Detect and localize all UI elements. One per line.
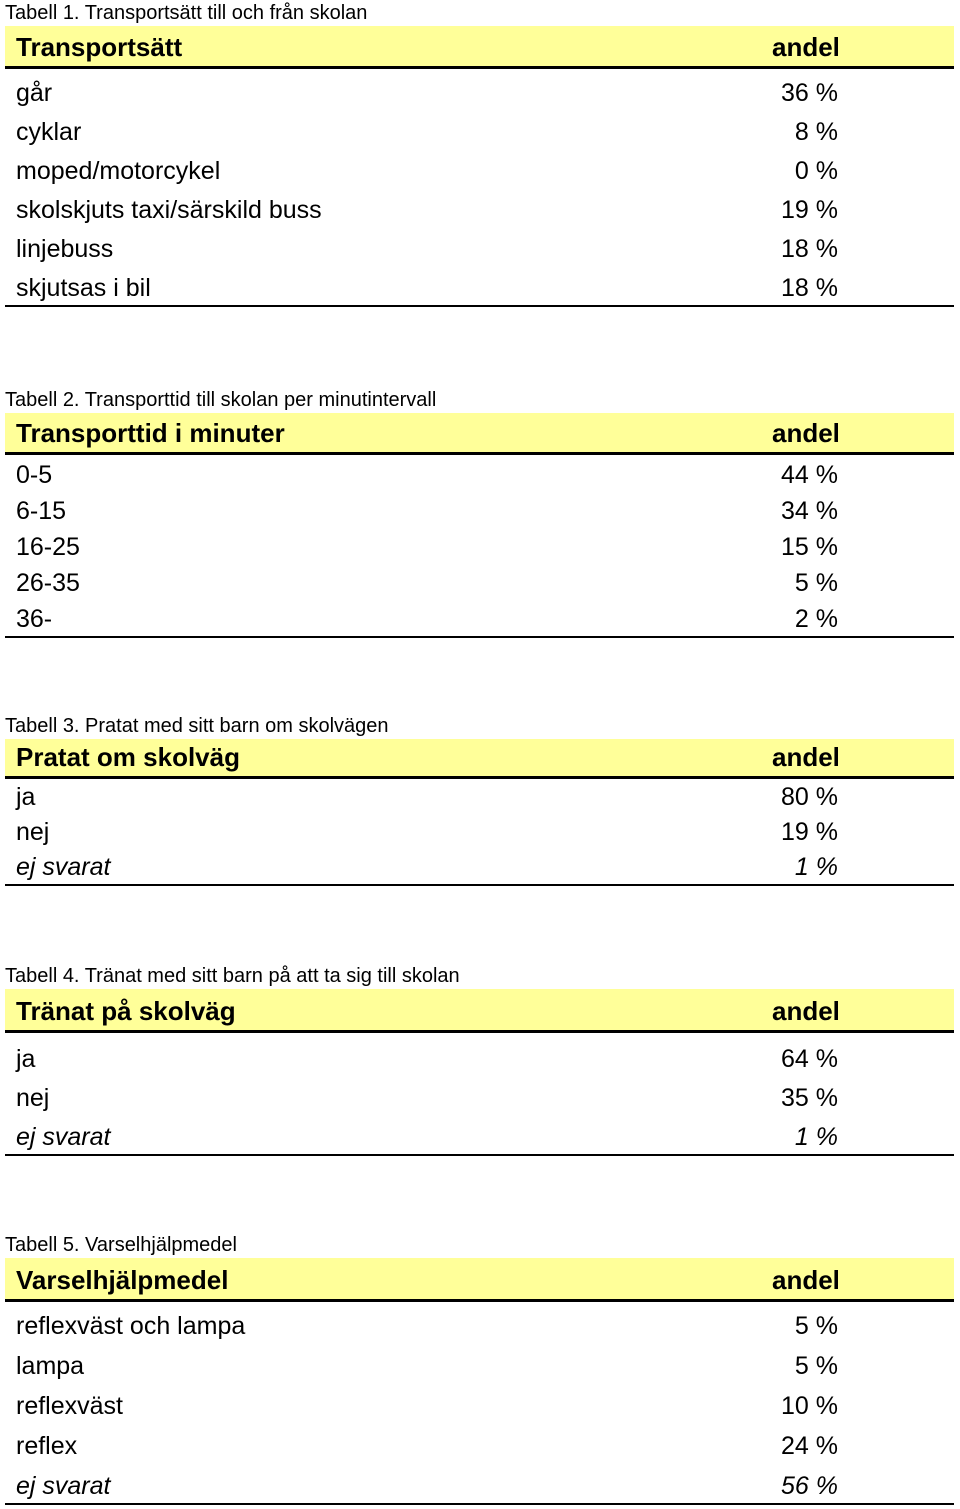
table-row — [5, 492, 954, 528]
row-label: ja — [16, 1045, 36, 1073]
header-label: Pratat om skolväg — [16, 742, 240, 772]
table-caption: Tabell 5. Varselhjälpmedel — [5, 1234, 237, 1256]
table-row — [5, 1033, 954, 1076]
row-value: 34 % — [781, 497, 838, 525]
row-label: linjebuss — [16, 235, 114, 263]
row-value: 1 % — [794, 853, 838, 881]
table-row — [5, 528, 954, 564]
row-value: 19 % — [781, 196, 838, 224]
table-body — [5, 1033, 954, 1156]
table-row — [5, 1076, 954, 1115]
header-label: Transporttid i minuter — [16, 418, 285, 448]
row-value: 44 % — [781, 461, 838, 489]
table-row — [5, 110, 954, 149]
table-header — [5, 413, 954, 455]
row-label: skolskjuts taxi/särskild buss — [16, 196, 322, 224]
table-2 — [5, 387, 954, 638]
table-row — [5, 69, 954, 110]
table-5 — [5, 1232, 954, 1505]
row-value: 5 % — [794, 1312, 838, 1340]
table-row — [5, 779, 954, 814]
table-row — [5, 1423, 954, 1463]
table-row — [5, 149, 954, 188]
table-caption: Tabell 3. Pratat med sitt barn om skolvägen — [5, 715, 389, 737]
row-value: 15 % — [781, 533, 838, 561]
row-value: 19 % — [781, 818, 838, 846]
header-value: andel — [772, 996, 840, 1026]
table-row — [5, 266, 954, 305]
row-label: 6-15 — [16, 497, 67, 525]
table-caption: Tabell 2. Transporttid till skolan per minutintervall — [5, 389, 437, 411]
row-label: moped/motorcykel — [16, 157, 221, 185]
row-label: 36- — [16, 605, 53, 633]
header-value: andel — [772, 742, 840, 772]
row-label: skjutsas i bil — [16, 274, 151, 302]
table-row — [5, 1343, 954, 1383]
table-1 — [5, 0, 954, 307]
row-value: 18 % — [781, 235, 838, 263]
header-label: Transportsätt — [16, 32, 183, 62]
row-label: 0-5 — [16, 461, 53, 489]
row-label: ja — [16, 783, 36, 811]
row-label: nej — [16, 818, 50, 846]
table-3 — [5, 713, 954, 886]
table-header — [5, 26, 954, 69]
row-label: går — [16, 79, 53, 107]
row-label: 26-35 — [16, 569, 80, 597]
table-row — [5, 1302, 954, 1343]
table-caption: Tabell 4. Tränat med sitt barn på att ta sig till skolan — [5, 965, 460, 987]
table-header — [5, 739, 954, 779]
row-label: nej — [16, 1084, 50, 1112]
table-row — [5, 455, 954, 492]
row-label: lampa — [16, 1352, 85, 1380]
row-value: 24 % — [781, 1432, 838, 1460]
row-label: reflex — [16, 1432, 78, 1460]
row-value: 8 % — [794, 118, 838, 146]
table-body — [5, 779, 954, 886]
header-value: andel — [772, 32, 840, 62]
header-label: Varselhjälpmedel — [16, 1265, 229, 1295]
table-row — [5, 188, 954, 227]
row-label: reflexväst och lampa — [16, 1312, 246, 1340]
table-caption: Tabell 1. Transportsätt till och från skolan — [5, 2, 368, 24]
row-value: 56 % — [781, 1472, 838, 1500]
row-label: ej svarat — [16, 1472, 111, 1500]
table-row — [5, 1115, 954, 1154]
row-label: ej svarat — [16, 853, 111, 881]
table-4 — [5, 963, 954, 1156]
row-label: reflexväst — [16, 1392, 123, 1420]
row-label: ej svarat — [16, 1123, 111, 1151]
table-row — [5, 1463, 954, 1503]
row-value: 80 % — [781, 783, 838, 811]
table-row — [5, 227, 954, 266]
table-row — [5, 849, 954, 884]
row-value: 2 % — [794, 605, 838, 633]
table-row — [5, 564, 954, 600]
table-body — [5, 69, 954, 307]
header-value: andel — [772, 1265, 840, 1295]
row-label: 16-25 — [16, 533, 80, 561]
header-value: andel — [772, 418, 840, 448]
row-value: 5 % — [794, 569, 838, 597]
header-label: Tränat på skolväg — [16, 996, 236, 1026]
row-value: 18 % — [781, 274, 838, 302]
table-row — [5, 600, 954, 636]
row-value: 1 % — [794, 1123, 838, 1151]
row-label: cyklar — [16, 118, 82, 146]
row-value: 0 % — [794, 157, 838, 185]
row-value: 5 % — [794, 1352, 838, 1380]
table-row — [5, 814, 954, 849]
table-header — [5, 989, 954, 1033]
table-header — [5, 1258, 954, 1302]
table-body — [5, 1302, 954, 1505]
row-value: 36 % — [781, 79, 838, 107]
row-value: 10 % — [781, 1392, 838, 1420]
row-value: 35 % — [781, 1084, 838, 1112]
table-body — [5, 455, 954, 638]
row-value: 64 % — [781, 1045, 838, 1073]
table-row — [5, 1383, 954, 1423]
